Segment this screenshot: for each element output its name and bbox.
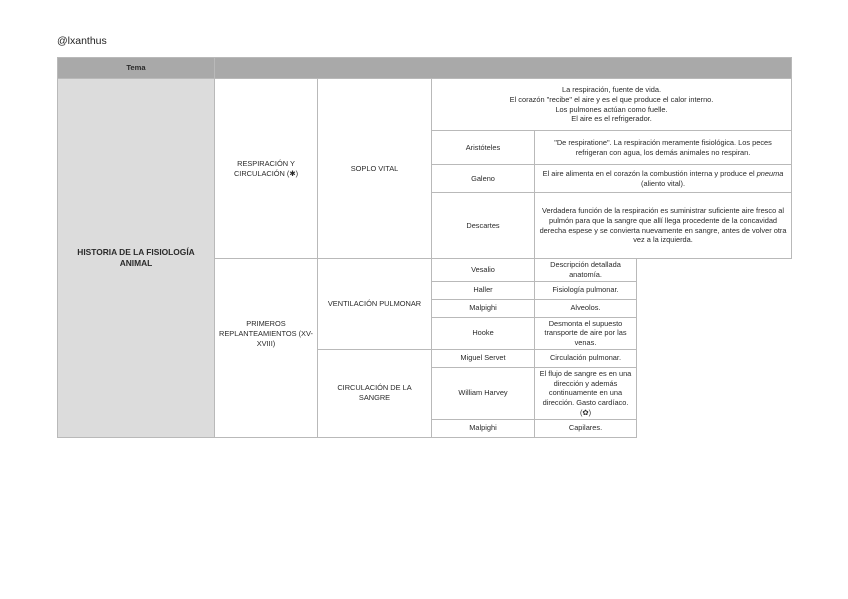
- tema-header: Tema: [58, 58, 215, 79]
- description-cell: Desmonta el supuesto transporte de aire por las venas.: [535, 317, 637, 349]
- author-name-cell: Vesalio: [432, 259, 535, 282]
- author-name-cell: Malpighi: [432, 299, 535, 317]
- table-row: [58, 79, 792, 131]
- description-cell: Descripción detallada anatomía.: [535, 259, 637, 282]
- section-cell: RESPIRACIÓN Y CIRCULACIÓN (✱): [215, 79, 318, 259]
- summary-line: Los pulmones actúan como fuelle.: [555, 104, 668, 114]
- header-fill: [215, 58, 792, 79]
- theme-cell: HISTORIA DE LA FISIOLOGÍA ANIMAL: [58, 79, 215, 438]
- description-cell: [535, 165, 792, 193]
- description-cell: Fisiología pulmonar.: [535, 281, 637, 299]
- author-name-cell: William Harvey: [432, 367, 535, 419]
- table-header-row: [58, 58, 792, 79]
- description-cell: Capilares.: [535, 419, 637, 437]
- description-text: (aliento vital).: [641, 178, 685, 188]
- author-name-cell: Malpighi: [432, 419, 535, 437]
- description-cell: Verdadera función de la respiración es suministrar suficiente aire fresco al pulmón para que la sangre que allí llega procedente de la concavidad derecha espese y se convierta nuevamente en sangre, antes de volver otra vez a la izquierda.: [535, 193, 792, 259]
- author-name-cell: Galeno: [432, 165, 535, 193]
- primeros-cell: PRIMEROS REPLANTEAMIENTOS (XV-XVIII): [215, 259, 318, 438]
- description-cell: Alveolos.: [535, 299, 637, 317]
- author-name-cell: Hooke: [432, 317, 535, 349]
- summary-line: El corazón "recibe" el aire y es el que produce el calor interno.: [509, 94, 714, 104]
- description-text: El aire alimenta en el corazón la combustión interna y produce el: [542, 168, 757, 178]
- ventilacion-cell: VENTILACIÓN PULMONAR: [318, 259, 432, 350]
- summary-line: El aire es el refrigerador.: [571, 114, 652, 124]
- circulacion-cell: CIRCULACIÓN DE LA SANGRE: [318, 349, 432, 437]
- description-cell: El flujo de sangre es en una dirección y además continuamente en una dirección. Gasto cardíaco. (✿): [535, 367, 637, 419]
- author-name-cell: Miguel Servet: [432, 349, 535, 367]
- soplo-summary-cell: [432, 79, 792, 131]
- description-cell: Circulación pulmonar.: [535, 349, 637, 367]
- summary-line: La respiración, fuente de vida.: [562, 84, 662, 94]
- author-handle: @lxanthus: [57, 35, 107, 47]
- history-table: [57, 57, 792, 438]
- pneuma-term: pneuma: [756, 168, 784, 178]
- author-name-cell: Descartes: [432, 193, 535, 259]
- author-name-cell: Haller: [432, 281, 535, 299]
- description-cell: "De respiratione". La respiración meramente fisiológica. Los peces refrigeran con agua, los demás animales no respiran.: [535, 131, 792, 165]
- author-name-cell: Aristóteles: [432, 131, 535, 165]
- soplo-vital-cell: SOPLO VITAL: [318, 79, 432, 259]
